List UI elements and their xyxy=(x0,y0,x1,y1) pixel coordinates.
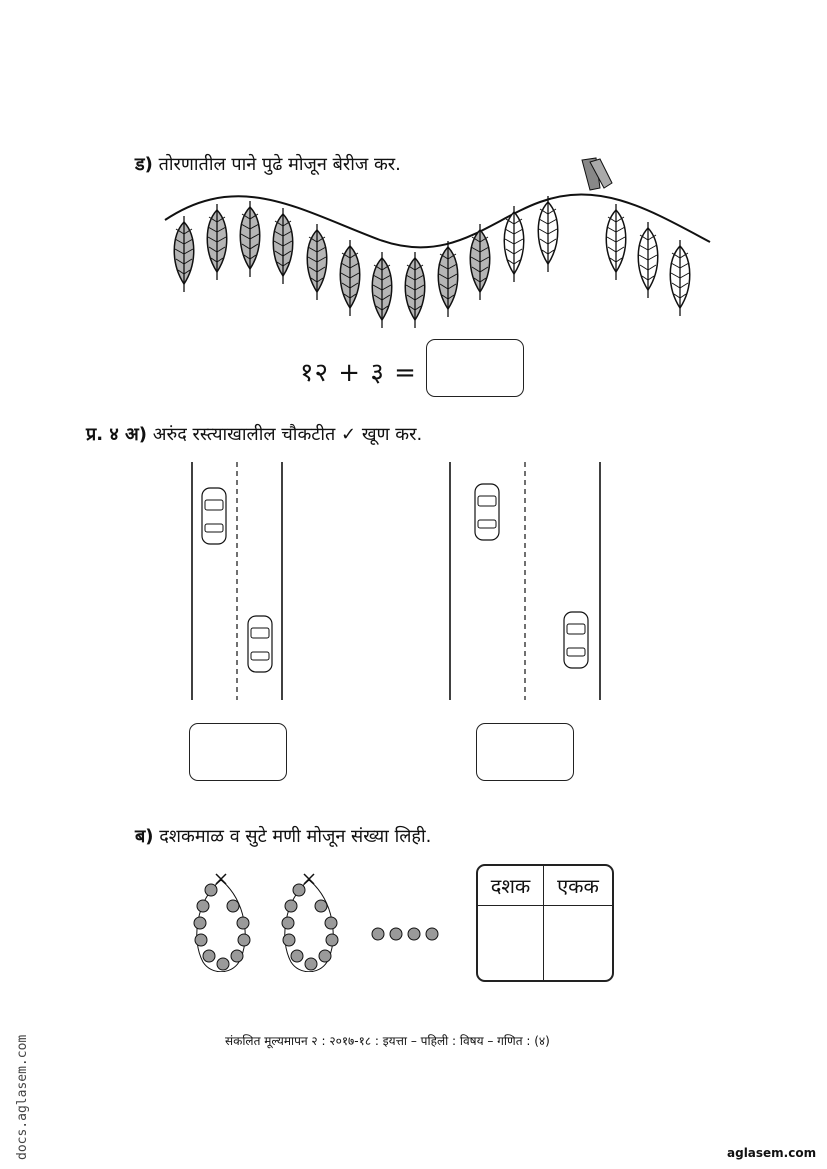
leaf-icon xyxy=(405,252,425,328)
ones-answer-cell[interactable] xyxy=(544,906,612,980)
wide-road xyxy=(450,462,600,700)
bead-strings-illustration xyxy=(185,872,445,972)
bead-icon xyxy=(372,928,384,940)
answer-box[interactable] xyxy=(426,339,524,397)
watermark: docs.aglasem.com xyxy=(15,1034,30,1160)
car-icon xyxy=(202,488,226,544)
bead-icon xyxy=(408,928,420,940)
leaf-icon xyxy=(638,222,658,298)
peg-icon xyxy=(582,158,612,190)
addition-equation: १२ + ३ = xyxy=(300,358,417,388)
ten-bead-string-icon xyxy=(194,874,250,972)
question-4a-label: प्र. ४ अ) xyxy=(86,424,147,445)
loose-beads xyxy=(372,928,438,940)
leaf-icon xyxy=(606,204,626,280)
roads-illustration xyxy=(180,460,620,705)
bead-icon xyxy=(390,928,402,940)
question-4a-text: अरुंद रस्त्याखालील चौकटीत xyxy=(152,424,336,445)
wide-road-answer-box[interactable] xyxy=(476,723,574,781)
leaf-icon xyxy=(670,240,690,316)
place-value-table xyxy=(476,864,614,982)
question-4a-title xyxy=(86,422,422,446)
car-icon xyxy=(475,484,499,540)
leaf-icon xyxy=(240,201,260,277)
leaf-icon xyxy=(307,224,327,300)
ones-header: एकक xyxy=(544,866,612,906)
tens-header: दशक xyxy=(478,866,544,906)
leaf-icon xyxy=(372,252,392,328)
question-4a-text-after: खूण कर. xyxy=(361,424,423,445)
brand-label: aglasem.com xyxy=(727,1146,817,1160)
leaf-icon xyxy=(340,240,360,316)
narrow-road xyxy=(192,462,282,700)
leaf-icon xyxy=(174,216,194,292)
question-d-label: ड) xyxy=(135,154,153,175)
leaf-icon xyxy=(538,196,558,272)
toran-garland-illustration xyxy=(160,150,715,335)
question-d-text: तोरणातील पाने पुढे मोजून बेरीज कर. xyxy=(158,154,401,175)
question-b-label: ब) xyxy=(135,826,154,847)
leaf-icon xyxy=(273,208,293,284)
page-footer: संकलित मूल्यमापन २ : २०१७-१८ : इयत्ता – पहिली : विषय – गणित : (४) xyxy=(225,1034,550,1048)
leaf-icon xyxy=(438,241,458,317)
tens-answer-cell[interactable] xyxy=(478,906,544,980)
car-icon xyxy=(248,616,272,672)
question-b-title xyxy=(135,824,431,848)
car-icon xyxy=(564,612,588,668)
question-b-text: दशकमाळ व सुटे मणी मोजून संख्या लिही. xyxy=(159,826,432,847)
check-mark-icon: ✓ xyxy=(341,424,357,445)
bead-icon xyxy=(426,928,438,940)
narrow-road-answer-box[interactable] xyxy=(189,723,287,781)
ten-bead-string-icon xyxy=(282,874,338,972)
leaf-icon xyxy=(207,204,227,280)
